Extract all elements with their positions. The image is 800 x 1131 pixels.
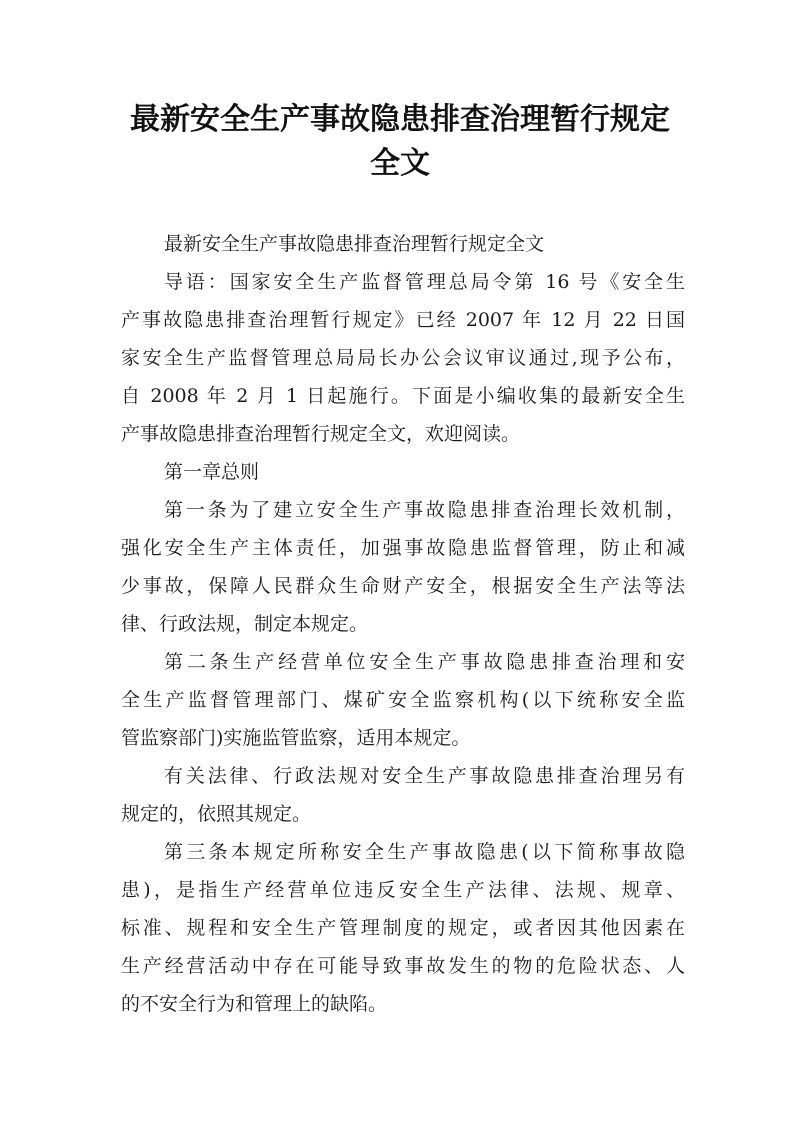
article-1-line: 第一条为了建立安全生产事故隐患排查治理长效机制， [164,499,685,521]
intro-line: 产事故隐患排查治理暂行规定全文，欢迎阅读。 [121,423,521,445]
subtitle-line: 最新安全生产事故隐患排查治理暂行规定全文 [164,233,545,255]
article-1-line: 少事故，保障人民群众生命财产安全，根据安全生产法等法 [121,575,685,597]
article-1-line: 强化安全生产主体责任，加强事故隐患监督管理，防止和减 [121,537,685,559]
article-3-line: 患)，是指生产经营单位违反安全生产法律、法规、规章、 [121,879,685,901]
article-1-line: 律、行政法规，制定本规定。 [121,613,369,635]
chapter-heading: 第一章总则 [164,461,260,483]
article-2-line: 全生产监督管理部门、煤矿安全监察机构(以下统称安全监 [121,689,685,711]
article-3-line: 的不安全行为和管理上的缺陷。 [121,993,388,1015]
intro-line: 自 2008 年 2 月 1 日起施行。下面是小编收集的最新安全生 [121,385,685,407]
intro-line: 产事故隐患排查治理暂行规定》已经 2007 年 12 月 22 日国 [121,309,685,331]
article-3-line: 标准、规程和安全生产管理制度的规定，或者因其他因素在 [121,917,685,939]
article-2-line: 管监察部门)实施监管监察，适用本规定。 [121,727,471,749]
intro-line: 家安全生产监督管理总局局长办公会议审议通过,现予公布， [121,347,685,369]
document-title: 最新安全生产事故隐患排查治理暂行规定 [130,102,670,137]
article-3-line: 第三条本规定所称安全生产事故隐患(以下简称事故隐 [164,841,685,863]
article-2-line: 第二条生产经营单位安全生产事故隐患排查治理和安 [164,651,685,673]
intro-line: 导语：国家安全生产监督管理总局令第 16 号《安全生 [164,271,685,293]
paragraph-line: 有关法律、行政法规对安全生产事故隐患排查治理另有 [164,765,685,787]
article-3-line: 生产经营活动中存在可能导致事故发生的物的危险状态、人 [121,955,685,977]
document-title-continued: 全文 [370,146,430,181]
paragraph-line: 规定的，依照其规定。 [121,803,312,825]
